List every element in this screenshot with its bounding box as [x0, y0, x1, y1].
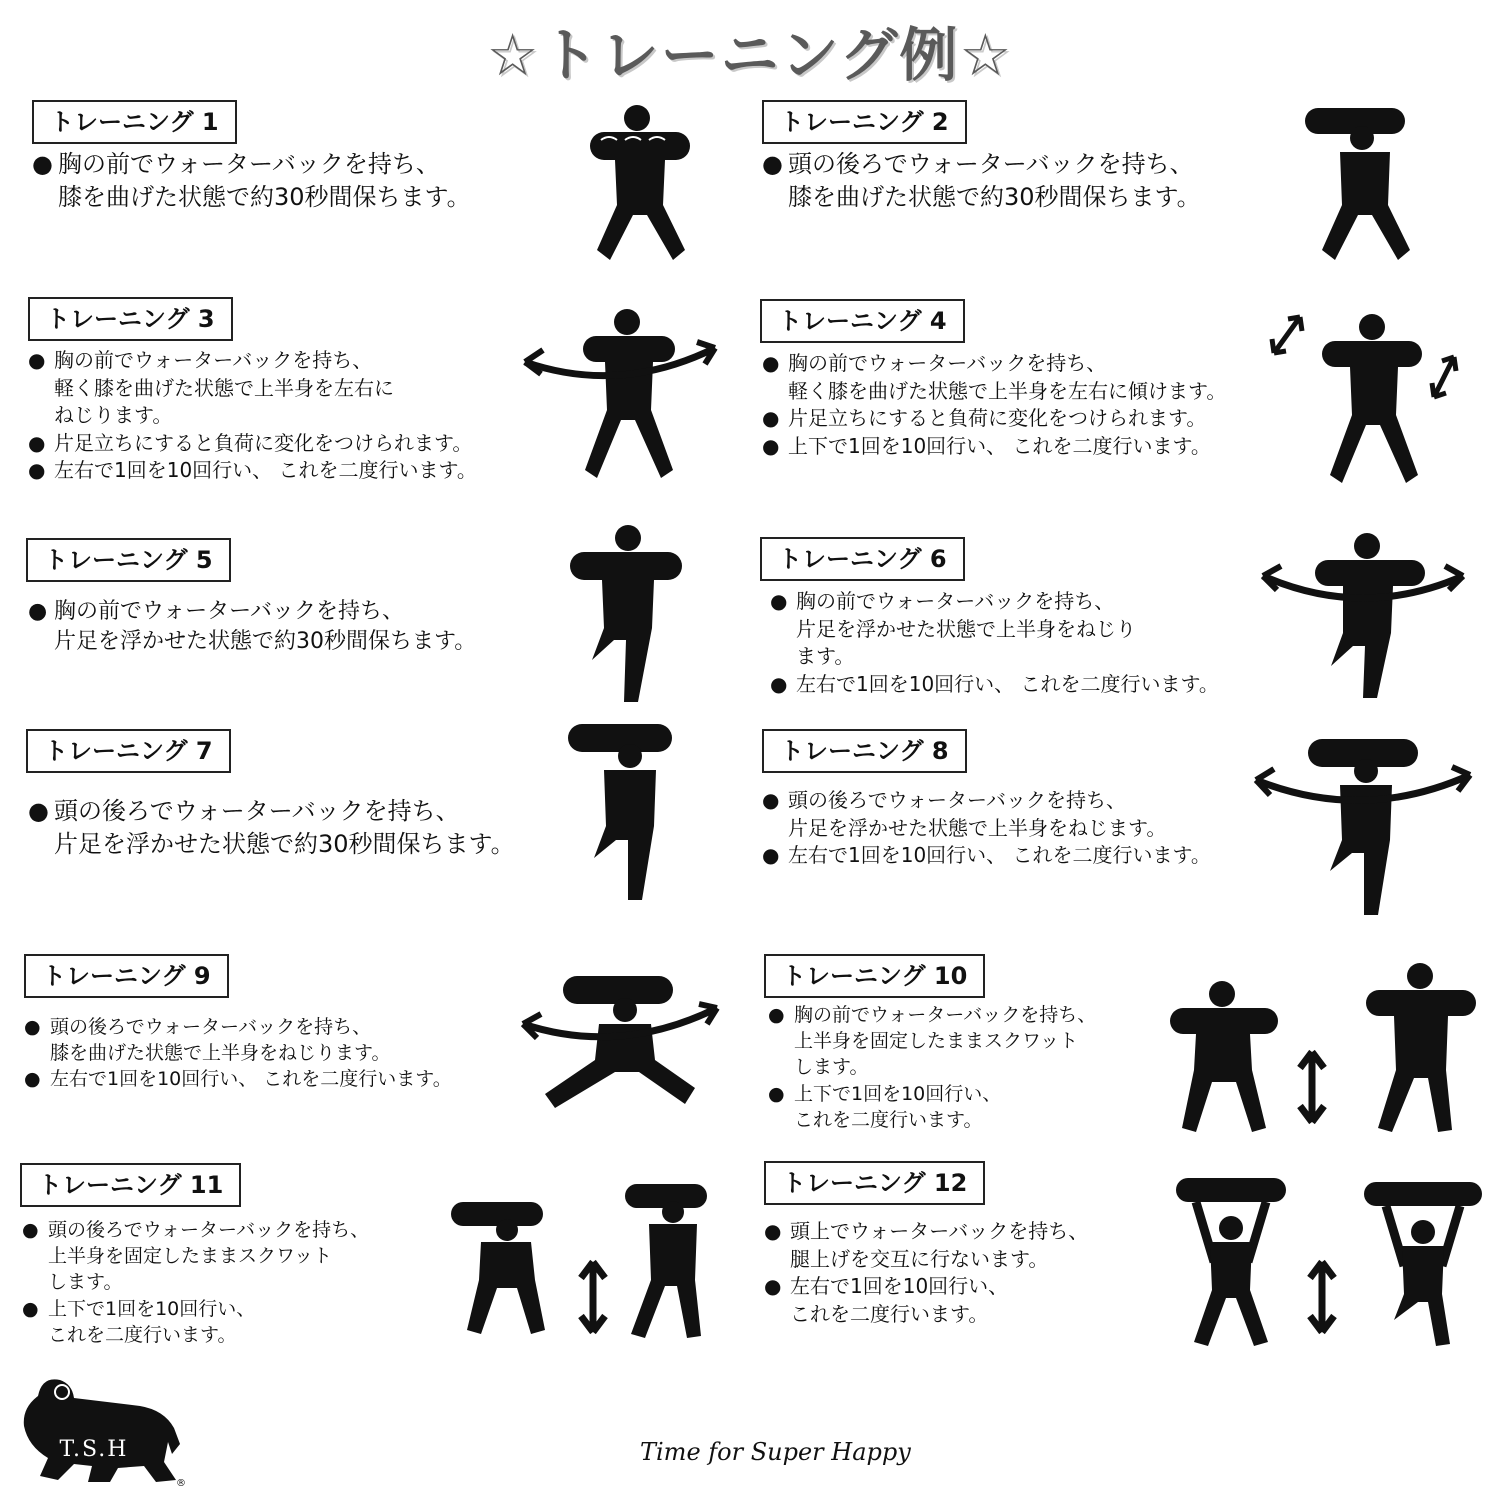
training-10-label: トレーニング 10: [764, 954, 985, 998]
training-3-bullet-2: ● 片足立ちにすると負荷に変化をつけられます。: [28, 430, 588, 458]
logo-text: T.S.H: [59, 1437, 129, 1462]
training-7-bullet-1: ● 頭の後ろでウォーターバックを持ち、 片足を浮かせた状態で約30秒間保ちます。: [28, 795, 628, 861]
overhead-knee-raise-sequence-figure: [1168, 1170, 1488, 1348]
training-3-bullets: [28, 347, 588, 485]
training-1-bullet-1: ● 胸の前でウォーターバックを持ち、 膝を曲げた状態で約30秒間保ちます。: [32, 148, 592, 214]
training-3-bullet-1: ● 胸の前でウォーターバックを持ち、 軽く膝を曲げた状態で上半身を左右に ねじります。: [28, 347, 588, 430]
training-12-bullet-2: ● 左右で1回を10回行い、 これを二度行います。: [764, 1273, 1184, 1328]
registered-mark: ®: [176, 1478, 186, 1489]
training-2-bullets: [762, 148, 1322, 214]
page-title: ☆トレーニング例☆: [486, 21, 1014, 89]
training-9-bullet-2: ● 左右で1回を10回行い、 これを二度行います。: [24, 1066, 584, 1092]
training-8-label: トレーニング 8: [762, 729, 967, 773]
lunge-twist-figure: [515, 968, 725, 1113]
training-6-label: トレーニング 6: [760, 537, 965, 581]
training-10-bullets: [768, 1002, 1168, 1133]
training-4-bullet-2: ● 片足立ちにすると負荷に変化をつけられます。: [762, 405, 1322, 433]
training-1-label: トレーニング 1: [32, 100, 237, 144]
training-2-bullet-1: ● 頭の後ろでウォーターバックを持ち、 膝を曲げた状態で約30秒間保ちます。: [762, 148, 1322, 214]
training-12-bullet-1: ● 頭上でウォーターバックを持ち、 腿上げを交互に行ないます。: [764, 1218, 1184, 1273]
squat-chest-figure: [575, 100, 705, 270]
training-8-bullet-1: ● 頭の後ろでウォーターバックを持ち、 片足を浮かせた状態で上半身をねじます。: [762, 787, 1322, 842]
training-3-label: トレーニング 3: [28, 297, 233, 341]
one-leg-twist-figure: [1255, 528, 1470, 703]
training-7-bullets: [28, 795, 628, 861]
training-11-bullets: [22, 1217, 452, 1348]
training-3-bullet-3: ● 左右で1回を10回行い、 これを二度行います。: [28, 457, 588, 485]
training-2-label: トレーニング 2: [762, 100, 967, 144]
training-12-bullets: [764, 1218, 1184, 1328]
training-10-bullet-1: ● 胸の前でウォーターバックを持ち、 上半身を固定したままスクワット します。: [768, 1002, 1168, 1081]
side-bend-figure: [1262, 305, 1472, 490]
training-5-label: トレーニング 5: [26, 538, 231, 582]
training-11-label: トレーニング 11: [20, 1163, 241, 1207]
training-6-bullet-2: ● 左右で1回を10回行い、 これを二度行います。: [770, 671, 1330, 699]
training-6-bullet-1: ● 胸の前でウォーターバックを持ち、 片足を浮かせた状態で上半身をねじり ます。: [770, 588, 1330, 671]
training-1-bullets: [32, 148, 592, 214]
training-5-bullet-1: ● 胸の前でウォーターバックを持ち、 片足を浮かせた状態で約30秒間保ちます。: [28, 597, 588, 658]
training-6-bullets: [770, 588, 1330, 698]
squat-behind-head-figure: [1300, 100, 1430, 270]
training-4-bullet-1: ● 胸の前でウォーターバックを持ち、 軽く膝を曲げた状態で上半身を左右に傾けます。: [762, 350, 1322, 405]
tsh-dog-logo: [18, 1370, 188, 1488]
training-9-bullets: [24, 1014, 584, 1093]
one-leg-behind-head-figure: [562, 718, 682, 903]
squat-chest-sequence-figure: [1160, 960, 1485, 1140]
training-11-bullet-2: ● 上下で1回を10回行い、 これを二度行います。: [22, 1296, 452, 1348]
training-7-label: トレーニング 7: [26, 729, 231, 773]
training-11-bullet-1: ● 頭の後ろでウォーターバックを持ち、 上半身を固定したままスクワット します。: [22, 1217, 452, 1296]
training-4-bullets: [762, 350, 1322, 460]
training-12-label: トレーニング 12: [764, 1161, 985, 1205]
training-8-bullet-2: ● 左右で1回を10回行い、 これを二度行います。: [762, 842, 1322, 870]
training-5-bullets: [28, 597, 588, 658]
training-9-label: トレーニング 9: [24, 954, 229, 998]
one-leg-behind-twist-figure: [1248, 725, 1478, 920]
training-4-bullet-3: ● 上下で1回を10回行い、 これを二度行います。: [762, 433, 1322, 461]
squat-behind-head-sequence-figure: [445, 1180, 710, 1345]
one-leg-chest-figure: [562, 520, 692, 705]
tagline: Time for Super Happy: [640, 1438, 911, 1466]
training-10-bullet-2: ● 上下で1回を10回行い、 これを二度行います。: [768, 1081, 1168, 1133]
training-9-bullet-1: ● 頭の後ろでウォーターバックを持ち、 膝を曲げた状態で上半身をねじります。: [24, 1014, 584, 1066]
training-8-bullets: [762, 787, 1322, 870]
training-4-label: トレーニング 4: [760, 299, 965, 343]
twist-chest-figure: [515, 300, 725, 490]
